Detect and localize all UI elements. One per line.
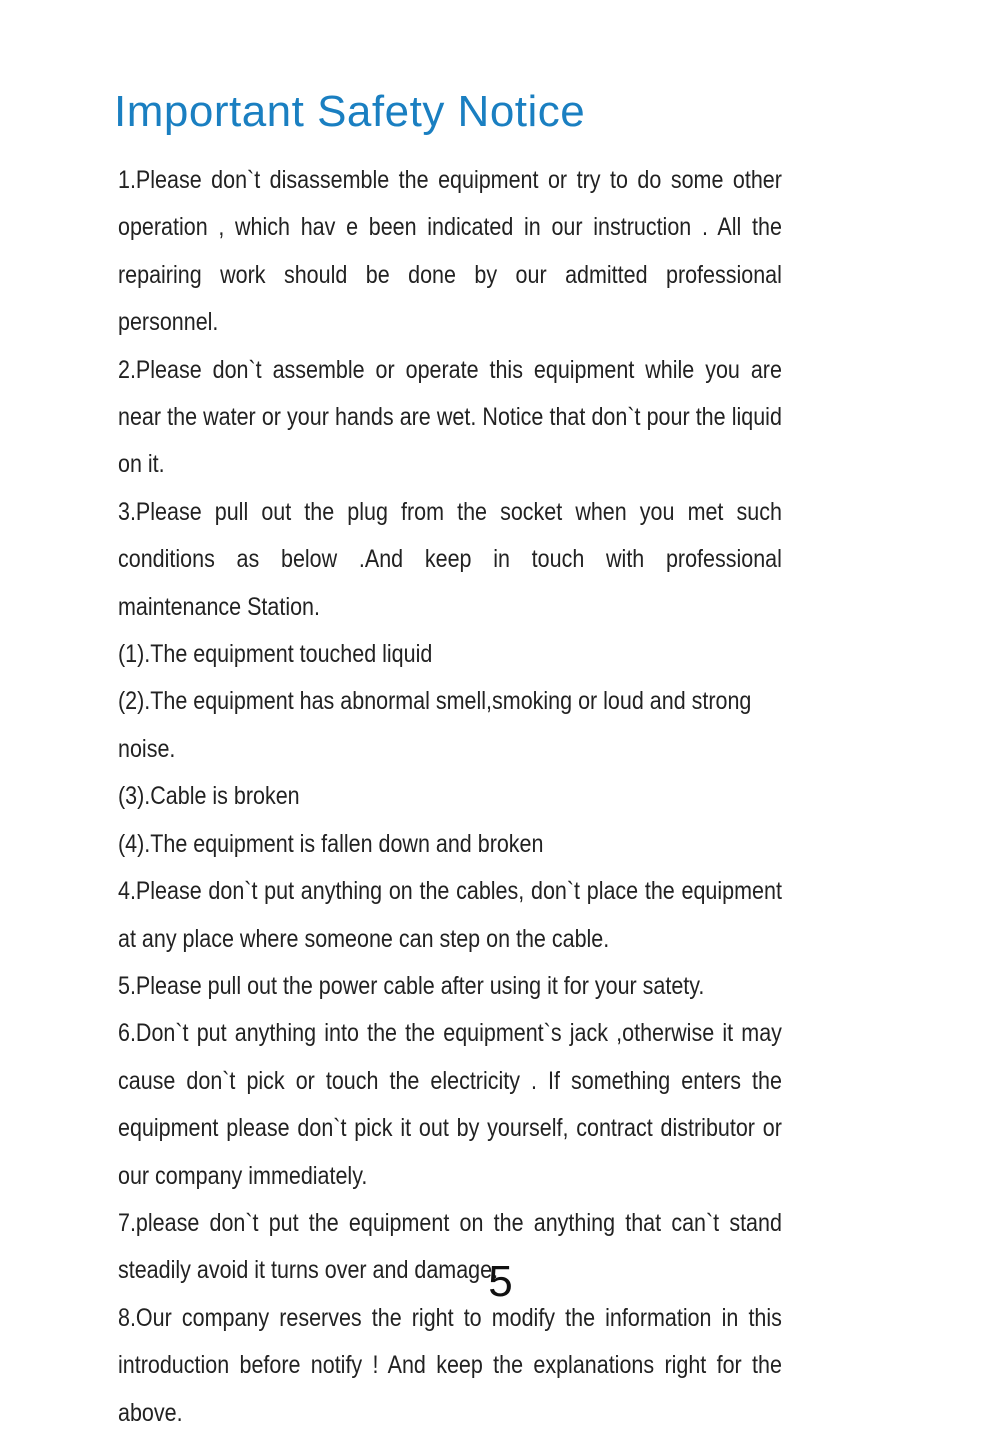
condition-item-3: (3).Cable is broken (118, 782, 300, 811)
page-number: 5 (488, 1257, 513, 1306)
notice-item-7: 7.please don`t put the equipment on the anything that can`t stand steadily avoid it turns over and damage. (118, 1208, 782, 1285)
notice-item-4: 4.Please don`t put anything on the cables, don`t place the equipment at any place where someone can step on the cable. (118, 877, 782, 953)
condition-item-4: (4).The equipment is fallen down and broken (118, 829, 544, 858)
notice-item-3: 3.Please pull out the plug from the socket when you met such conditions as below .And keep in touch with professional maintenance Station. (118, 497, 782, 621)
condition-item-1: (1).The equipment touched liquid (118, 640, 433, 669)
notice-item-5: 5.Please pull out the power cable after using it for your satety. (118, 971, 705, 1000)
notice-item-2: 2.Please don`t assemble or operate this equipment while you are near the water or your hands are wet. Notice that don`t pour the liquid on it. (118, 355, 782, 479)
notice-item-1: 1.Please don`t disassemble the equipment or try to do some other operation , which hav e been indicated in our instruction . All the repairing work should be done by our admitted professional personnel. (118, 166, 782, 337)
safety-notice-list (118, 157, 782, 1437)
notice-item-8: 8.Our company reserves the right to modify the information in this introduction before notify ! And keep the explanations right for the above. (118, 1303, 782, 1427)
page-title: Important Safety Notice (114, 87, 586, 136)
notice-item-6: 6.Don`t put anything into the the equipment`s jack ,otherwise it may cause don`t pick or touch the electricity . If something enters the equipment please don`t pick it out by yourself, contract distributor or our company immediately. (118, 1019, 782, 1190)
condition-item-2: (2).The equipment has abnormal smell,smoking or loud and strong noise. (118, 687, 752, 763)
